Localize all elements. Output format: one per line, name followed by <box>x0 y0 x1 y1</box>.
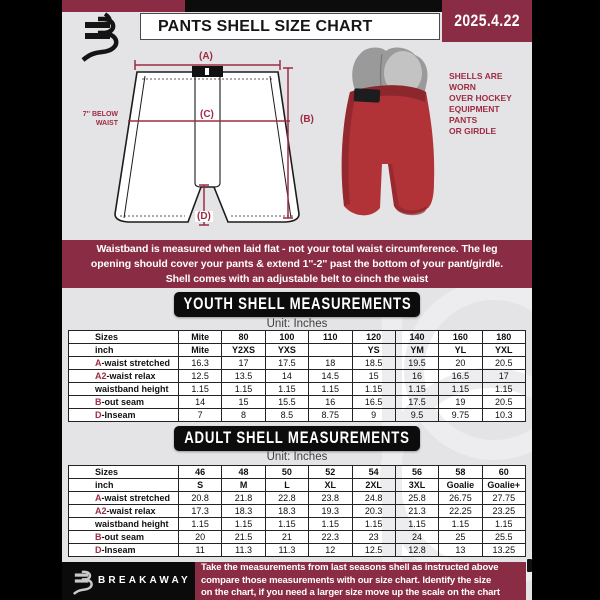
table-cell: 13 <box>439 544 482 557</box>
row-label: A-waist stretched <box>69 492 179 505</box>
table-cell: 1.15 <box>482 518 525 531</box>
table-cell: 17.5 <box>395 396 438 409</box>
youth-section-banner: YOUTH SHELL MEASUREMENTS <box>174 292 420 317</box>
row-label: Sizes <box>69 331 179 344</box>
table-cell: YS <box>352 344 395 357</box>
table-row <box>69 396 526 409</box>
label-a: (A) <box>199 51 213 62</box>
table-cell: 17.5 <box>265 357 308 370</box>
table-row <box>69 357 526 370</box>
table-cell: YXS <box>265 344 308 357</box>
table-cell: Goalie <box>439 479 482 492</box>
size-chart-page <box>62 0 532 600</box>
table-cell: 22.3 <box>309 531 352 544</box>
table-cell: 1.15 <box>309 383 352 396</box>
table-cell: 9.75 <box>439 409 482 422</box>
row-label: A-waist stretched <box>69 357 179 370</box>
table-cell: 1.15 <box>439 518 482 531</box>
row-label: waistband height <box>69 383 179 396</box>
table-cell: 12.8 <box>395 544 438 557</box>
table-cell: 1.15 <box>352 383 395 396</box>
table-cell: 21.8 <box>222 492 265 505</box>
row-label: waistband height <box>69 518 179 531</box>
table-cell: 15.5 <box>265 396 308 409</box>
table-cell: 20.5 <box>482 357 525 370</box>
table-cell: 60 <box>482 466 525 479</box>
table-cell: 8.5 <box>265 409 308 422</box>
table-row <box>69 466 526 479</box>
table-row <box>69 544 526 557</box>
brand-wordmark: BREAKAWAY <box>98 575 191 586</box>
table-cell: 14.5 <box>309 370 352 383</box>
table-cell: 1.15 <box>482 383 525 396</box>
table-cell: 23.8 <box>309 492 352 505</box>
table-cell: 27.75 <box>482 492 525 505</box>
row-label: B-out seam <box>69 396 179 409</box>
table-cell: Goalie+ <box>482 479 525 492</box>
row-label: Sizes <box>69 466 179 479</box>
table-cell: 21.3 <box>395 505 438 518</box>
waist-note: 7'' BELOW WAIST <box>82 111 118 127</box>
table-cell: 23.25 <box>482 505 525 518</box>
table-cell: 1.15 <box>395 383 438 396</box>
table-cell: 9.5 <box>395 409 438 422</box>
row-label: A2-waist relax <box>69 505 179 518</box>
table-cell: 22.8 <box>265 492 308 505</box>
table-cell: 14 <box>265 370 308 383</box>
table-cell: 1.15 <box>309 518 352 531</box>
table-cell: 1.15 <box>222 383 265 396</box>
table-cell: 17 <box>222 357 265 370</box>
adult-measurements-table <box>68 465 526 557</box>
table-cell: Y2XS <box>222 344 265 357</box>
table-cell: 12 <box>309 544 352 557</box>
table-cell: 13.25 <box>482 544 525 557</box>
table-cell: 17.3 <box>179 505 222 518</box>
table-cell: 48 <box>222 466 265 479</box>
row-label: B-out seam <box>69 531 179 544</box>
footer-instructions: Take the measurements from last seasons shell as instructed above compare those measurements with our size chart. Identify the size on the chart, if you need a larger size move up the scale on the chart <box>195 562 526 600</box>
table-cell: YM <box>395 344 438 357</box>
table-cell: 17 <box>482 370 525 383</box>
table-cell: 20 <box>179 531 222 544</box>
table-cell: XL <box>309 479 352 492</box>
table-cell: 1.15 <box>265 383 308 396</box>
table-cell: 58 <box>439 466 482 479</box>
shorts-measurement-diagram <box>62 48 332 232</box>
table-cell: 54 <box>352 466 395 479</box>
table-cell: 46 <box>179 466 222 479</box>
table-cell: 20.8 <box>179 492 222 505</box>
table-cell: 16.3 <box>179 357 222 370</box>
table-cell: 26.75 <box>439 492 482 505</box>
table-cell: 9 <box>352 409 395 422</box>
table-cell: 1.15 <box>439 383 482 396</box>
table-cell: 20.5 <box>482 396 525 409</box>
table-cell: 1.15 <box>179 518 222 531</box>
label-c: (C) <box>200 109 214 120</box>
table-cell: 16 <box>395 370 438 383</box>
table-row <box>69 370 526 383</box>
breakaway-footer-logo-icon <box>72 567 96 595</box>
table-cell: 110 <box>309 331 352 344</box>
table-cell: 10.3 <box>482 409 525 422</box>
table-cell: 120 <box>352 331 395 344</box>
label-d: (D) <box>197 211 211 222</box>
table-cell: 11.3 <box>265 544 308 557</box>
row-label: D-Inseam <box>69 544 179 557</box>
table-cell: 22.25 <box>439 505 482 518</box>
table-cell: 19.3 <box>309 505 352 518</box>
adult-unit-label: Unit: Inches <box>266 451 328 463</box>
table-cell: 1.15 <box>352 518 395 531</box>
table-cell: 19.5 <box>395 357 438 370</box>
table-cell: 14 <box>179 396 222 409</box>
table-cell: 1.15 <box>395 518 438 531</box>
table-cell: 24 <box>395 531 438 544</box>
table-cell: 56 <box>395 466 438 479</box>
row-label: inch <box>69 479 179 492</box>
table-row <box>69 383 526 396</box>
table-cell: 100 <box>265 331 308 344</box>
table-cell: 16.5 <box>439 370 482 383</box>
table-cell: Mite <box>179 331 222 344</box>
table-cell: 25 <box>439 531 482 544</box>
table-row <box>69 518 526 531</box>
footer-brand-bar <box>62 562 195 600</box>
table-row <box>69 479 526 492</box>
table-cell: 18.3 <box>265 505 308 518</box>
table-cell: 1.15 <box>179 383 222 396</box>
table-cell: 24.8 <box>352 492 395 505</box>
table-cell: 25.8 <box>395 492 438 505</box>
table-cell: 180 <box>482 331 525 344</box>
measurement-note-band: Waistband is measured when laid flat - not your total waist circumference. The leg opening should cover your pants & extend 1''-2'' past the bottom of your pant/girdle. Shell comes with an adjustable belt to cinch the waist <box>62 240 532 288</box>
table-cell: 8.75 <box>309 409 352 422</box>
table-cell: 15 <box>352 370 395 383</box>
table-row <box>69 492 526 505</box>
page-title: PANTS SHELL SIZE CHART <box>140 13 440 40</box>
row-label: A2-waist relax <box>69 370 179 383</box>
table-cell: 16 <box>309 396 352 409</box>
table-cell: 20.3 <box>352 505 395 518</box>
table-cell: 2XL <box>352 479 395 492</box>
row-label: inch <box>69 344 179 357</box>
table-cell: 16.5 <box>352 396 395 409</box>
table-row <box>69 409 526 422</box>
table-cell: 12.5 <box>179 370 222 383</box>
table-cell: 18 <box>309 357 352 370</box>
cursor-artifact <box>527 559 532 572</box>
table-cell: YXL <box>482 344 525 357</box>
table-cell: 21.5 <box>222 531 265 544</box>
table-cell: 7 <box>179 409 222 422</box>
table-cell: 80 <box>222 331 265 344</box>
table-cell: 18.3 <box>222 505 265 518</box>
table-cell: 19 <box>439 396 482 409</box>
table-cell: Mite <box>179 344 222 357</box>
table-cell: YL <box>439 344 482 357</box>
table-cell: 12.5 <box>352 544 395 557</box>
table-row <box>69 331 526 344</box>
table-cell: 1.15 <box>265 518 308 531</box>
date-text: 2025.4.22 <box>454 11 520 30</box>
table-cell: 23 <box>352 531 395 544</box>
shell-photo <box>336 46 450 236</box>
table-cell: 18.5 <box>352 357 395 370</box>
table-cell: 13.5 <box>222 370 265 383</box>
table-row <box>69 505 526 518</box>
table-cell: 20 <box>439 357 482 370</box>
table-cell: 50 <box>265 466 308 479</box>
table-cell: 52 <box>309 466 352 479</box>
table-cell: M <box>222 479 265 492</box>
row-label: D-Inseam <box>69 409 179 422</box>
table-row <box>69 531 526 544</box>
youth-measurements-table <box>68 330 526 422</box>
table-cell: 21 <box>265 531 308 544</box>
table-cell: 11 <box>179 544 222 557</box>
table-cell: S <box>179 479 222 492</box>
table-cell: 15 <box>222 396 265 409</box>
table-row <box>69 344 526 357</box>
label-b: (B) <box>300 114 314 125</box>
table-cell: 11.3 <box>222 544 265 557</box>
table-cell <box>309 344 352 357</box>
youth-unit-label: Unit: Inches <box>266 318 328 330</box>
date-badge <box>442 0 532 42</box>
table-cell: 140 <box>395 331 438 344</box>
table-cell: 25.5 <box>482 531 525 544</box>
table-cell: 1.15 <box>222 518 265 531</box>
table-cell: 160 <box>439 331 482 344</box>
table-cell: 3XL <box>395 479 438 492</box>
table-cell: L <box>265 479 308 492</box>
adult-section-banner: ADULT SHELL MEASUREMENTS <box>174 426 420 451</box>
photo-caption: SHELLS ARE WORN OVER HOCKEY EQUIPMENT PANTS OR GIRDLE <box>449 71 512 136</box>
table-cell: 8 <box>222 409 265 422</box>
